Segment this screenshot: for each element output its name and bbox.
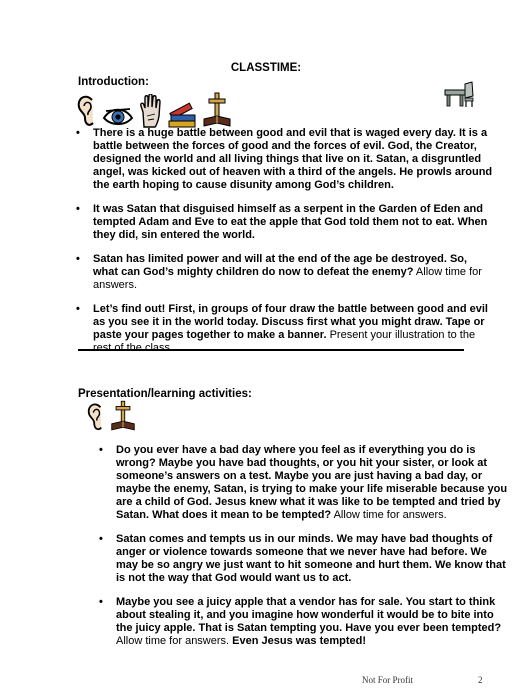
bullet-icon: •	[99, 596, 103, 608]
bullet-bold-text: Satan has limited power and will at the end of the age be destroyed. So, what can God’s mighty children do now to defeat the enemy?	[93, 253, 468, 278]
books-icon	[168, 98, 198, 128]
bullet-icon: •	[76, 203, 80, 215]
list-item	[76, 303, 493, 355]
introduction-icon-strip	[76, 92, 232, 128]
introduction-bullet-list	[76, 127, 493, 366]
bullet-icon: •	[99, 533, 103, 545]
bullet-normal-text: Present your illustration to the rest of the class.	[93, 329, 476, 354]
presentation-heading: Presentation/learning activities:	[78, 388, 252, 400]
cross-bible-icon	[202, 92, 232, 128]
bullet-bold-tail-text: Even Jesus was tempted!	[229, 635, 367, 647]
page-title: CLASSTIME:	[230, 62, 302, 74]
presentation-bullet-list	[99, 444, 511, 659]
bullet-icon: •	[99, 444, 103, 456]
list-item	[76, 203, 493, 242]
bullet-normal-text: Allow time for answers.	[93, 266, 482, 291]
hand-icon	[138, 94, 164, 128]
bullet-bold-text: Satan comes and tempts us in our minds. We may have bad thoughts of anger or violence towards someone that we never have had before. We may be so angry we just want to hit someone and hurt them. We know that is not the way that God would want us to act.	[116, 533, 506, 584]
desk-chair-icon	[443, 80, 475, 113]
bullet-bold-text: Maybe you see a juicy apple that a vendor has for sale. You start to think about stealing it, and you imagine how wonderful it would be to bite into the juicy apple. That is Satan tempting you. Have you ever been tempted?	[116, 596, 502, 634]
page-number: 2	[478, 675, 483, 685]
cross-bible-icon	[110, 400, 136, 432]
list-item	[99, 533, 511, 585]
bullet-icon: •	[76, 303, 80, 315]
list-item	[99, 596, 511, 648]
presentation-icon-strip	[86, 400, 136, 432]
bullet-normal-text: Allow time for answers.	[331, 509, 447, 521]
list-item	[76, 253, 493, 292]
bullet-bold-text: Let’s find out! First, in groups of four draw the battle between good and evil as you see it in the world today. Discuss first what you might draw. Tape or paste your pages together to make a banner.	[93, 303, 488, 341]
bullet-bold-text: It was Satan that disguised himself as a serpent in the Garden of Eden and tempted Adam and Eve to eat the apple that God told them not to eat. When they did, sin entered the world.	[93, 203, 488, 241]
section-divider	[78, 349, 464, 351]
list-item	[99, 444, 511, 522]
ear-icon	[86, 402, 106, 432]
footer-text: Not For Profit	[362, 675, 414, 685]
ear-icon	[76, 94, 98, 128]
bullet-bold-text: Do you ever have a bad day where you feel as if everything you do is wrong? Maybe you have bad thoughts, or you hit your sister, or look at someone’s answers on a test. Maybe you are just having a bad day, or maybe the enemy, Satan, is trying to make your life miserable because you are a child of God. Jesus knew what it was like to be tempted and tried by Satan. What does it mean to be tempted?	[116, 444, 508, 521]
introduction-heading: Introduction:	[78, 76, 149, 88]
bullet-bold-text: There is a huge battle between good and evil that is waged every day. It is a battle between the forces of good and the forces of evil. God, the Creator, designed the world and all living things that live on it. Satan, a disgruntled angel, was kicked out of heaven with a third of the angels. He prowls around the earth hoping to cause disunity among God’s children.	[93, 127, 493, 191]
list-item	[76, 127, 493, 192]
bullet-icon: •	[76, 127, 80, 139]
bullet-normal-text: Allow time for answers.	[116, 635, 230, 647]
bullet-icon: •	[76, 253, 80, 265]
eye-icon	[102, 104, 134, 128]
